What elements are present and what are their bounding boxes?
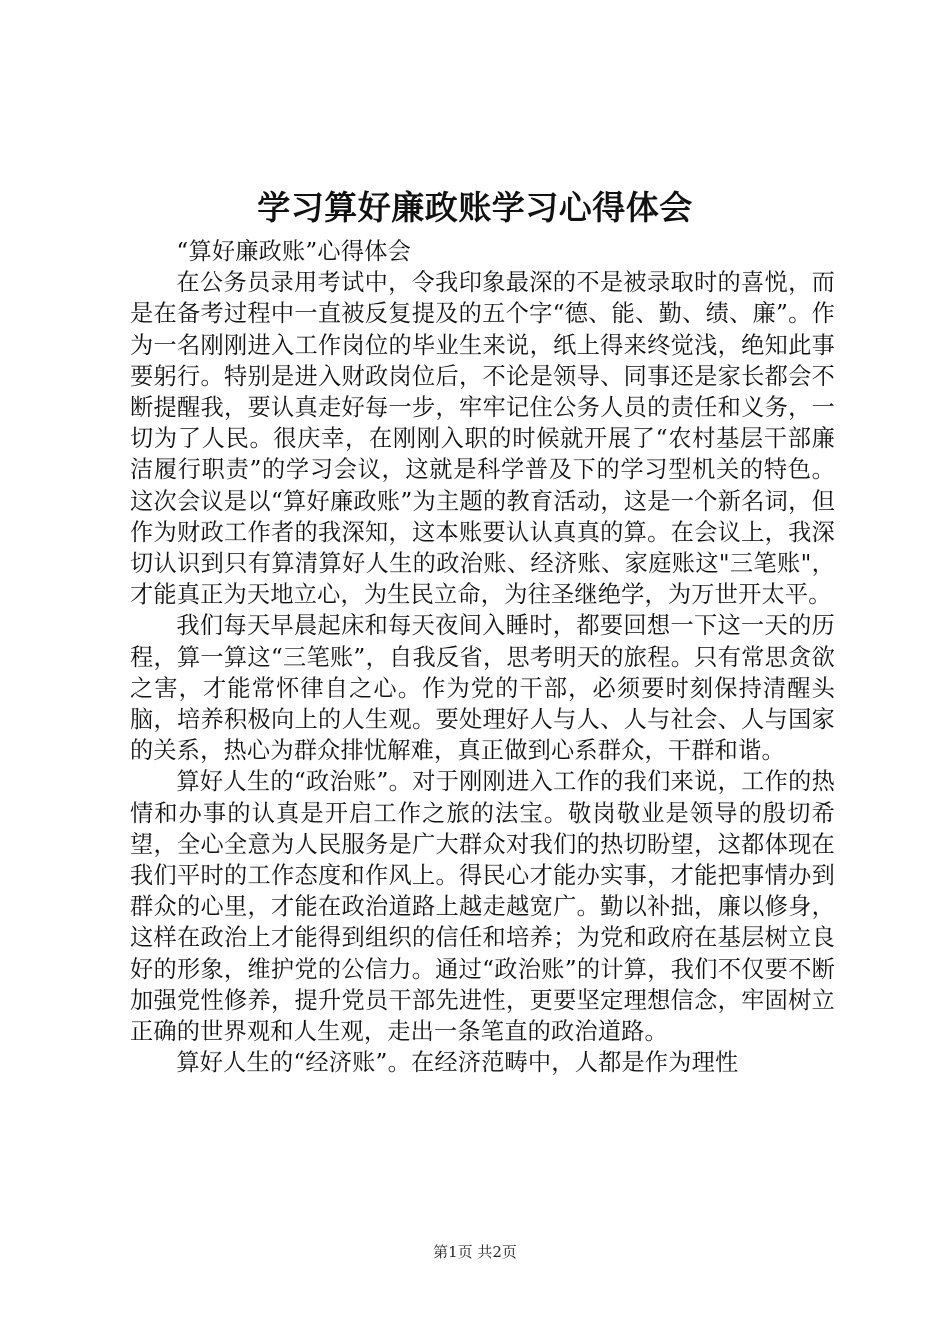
page-number-footer: 第1页 共2页 — [433, 1243, 517, 1261]
body-paragraph: 算好人生的“政治账”。对于刚刚进入工作的我们来说，工作的热情和办事的认真是开启工作之旅的法宝。敬岗敬业是领导的殷切希望，全心全意为人民服务是广大群众对我们的热切盼望，这都体现在我们平时的工作态度和作风上。得民心才能办实事，才能把事情办到群众的心里，才能在政治道路上越走越宽广。勤以补拙，廉以修身，这样在政治上才能得到组织的信任和培养；为党和政府在基层树立良好的形象，维护党的公信力。通过“政治账”的计算，我们不仅要不断加强党性修养，提升党员干部先进性，更要坚定理想信念，牢固树立正确的世界观和人生观，走出一条笔直的政治道路。 — [130, 768, 835, 1046]
subtitle-paragraph: “算好廉政账”心得体会 — [176, 238, 411, 265]
body-paragraph: 在公务员录用考试中，令我印象最深的不是被录取时的喜悦，而是在备考过程中一直被反复提及的五个字“德、能、勤、绩、廉”。作为一名刚刚进入工作岗位的毕业生来说，纸上得来终觉浅，绝知此事要躬行。特别是进入财政岗位后，不论是领导、同事还是家长都会不断提醒我，要认真走好每一步，牢牢记住公务人员的责任和义务，一切为了人民。很庆幸，在刚刚入职的时候就开展了“农村基层干部廉洁履行职责”的学习会议，这就是科学普及下的学习型机关的特色。这次会议是以“算好廉政账”为主题的教育活动，这是一个新名词，但作为财政工作者的我深知，这本账要认认真真的算。在会议上，我深切认识到只有算清算好人生的政治账、经济账、家庭账这"三笔账"，才能真正为天地立心，为生民立命，为往圣继绝学，为万世开太平。 — [130, 269, 835, 609]
body-paragraph: 我们每天早晨起床和每天夜间入睡时，都要回想一下这一天的历程，算一算这“三笔账”，自我反省，思考明天的旅程。只有常思贪欲之害，才能常怀律自之心。作为党的干部，必须要时刻保持清醒头脑，培养积极向上的人生观。要处理好人与人、人与社会、人与国家的关系，热心为群众排忧解难，真正做到心系群众，干群和谐。 — [130, 612, 835, 765]
body-paragraph: 算好人生的“经济账”。在经济范畴中，人都是作为理性 — [176, 1049, 739, 1077]
document-title: 学习算好廉政账学习心得体会 — [257, 188, 693, 227]
document-body — [130, 236, 835, 1078]
